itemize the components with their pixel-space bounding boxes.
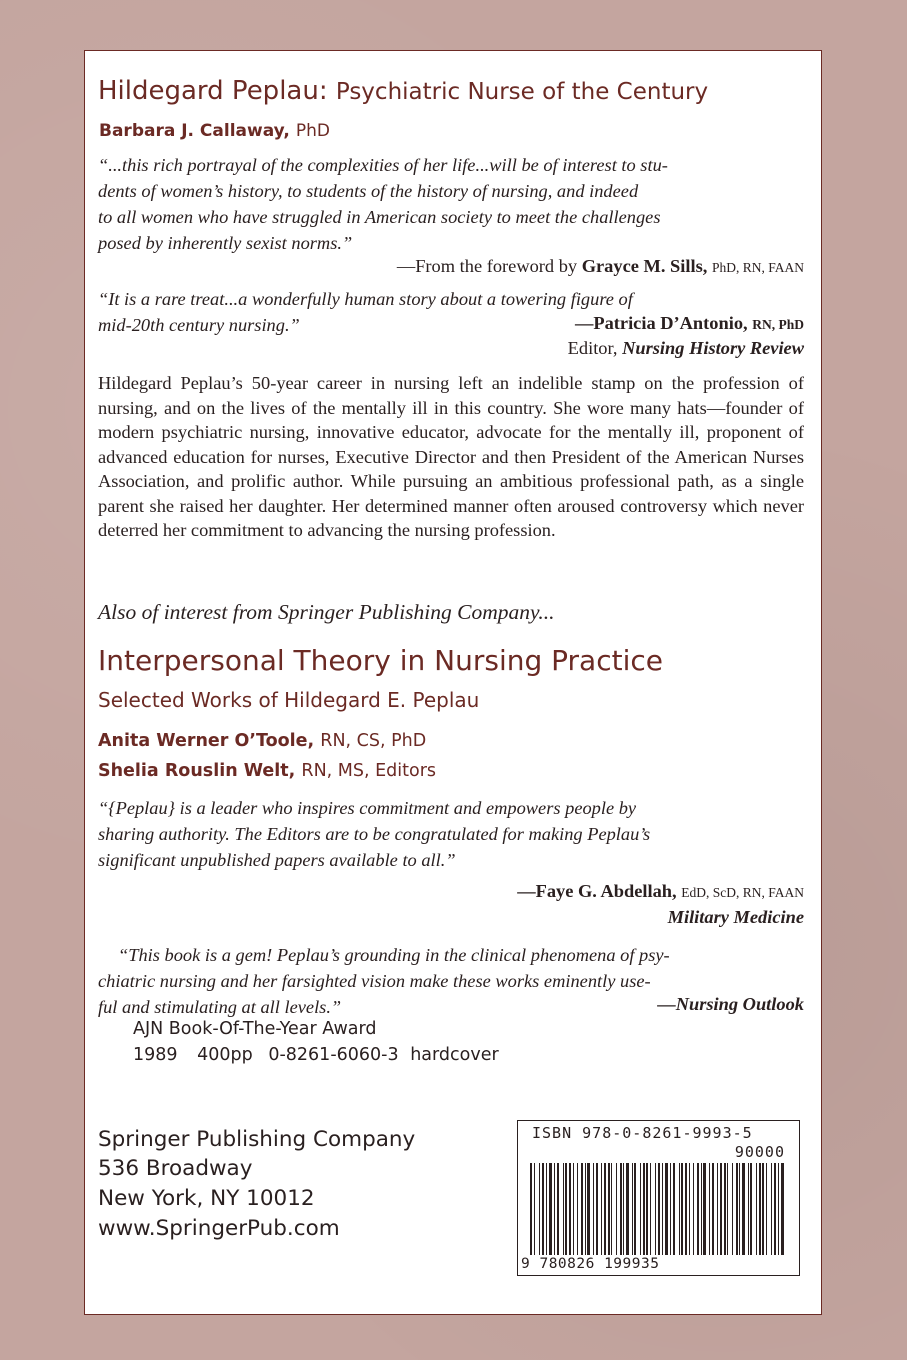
barcode-bar <box>739 1163 740 1255</box>
quote3-attrib-name: —Faye G. Abdellah, <box>517 881 677 901</box>
quote4-line3: ful and stimulating at all levels.” <box>98 997 342 1017</box>
book2-title: Interpersonal Theory in Nursing Practice <box>98 644 663 677</box>
barcode-bar <box>703 1163 706 1255</box>
barcode-bar <box>616 1163 617 1255</box>
book1-author-degree: PhD <box>295 121 330 141</box>
book2-editor1-degree: RN, CS, PhD <box>320 731 427 751</box>
publisher-website: www.SpringerPub.com <box>98 1216 340 1241</box>
barcode-bar <box>596 1163 598 1255</box>
quote4-line2: chiatric nursing and her farsighted vision make these works eminently use- <box>98 971 651 991</box>
barcode-bar <box>608 1163 610 1255</box>
barcode-bar <box>611 1163 612 1255</box>
book1-author-name: Barbara J. Callaway, <box>99 121 290 141</box>
quote4-line1: “This book is a gem! Peplau’s grounding in the clinical phenomena of psy- <box>118 945 670 965</box>
publisher-name: Springer Publishing Company <box>98 1127 416 1152</box>
barcode-bars <box>530 1163 786 1255</box>
barcode-bar <box>563 1163 564 1255</box>
barcode-bar <box>557 1163 559 1255</box>
barcode-bar <box>601 1163 602 1255</box>
book1-title-main: Hildegard Peplau: <box>98 76 328 106</box>
barcode-bar <box>585 1163 586 1255</box>
quote1-line1: “...this rich portrayal of the complexities of her life...will be of interest to stu- <box>98 155 668 175</box>
barcode-bar <box>534 1163 535 1255</box>
barcode-bar <box>670 1163 671 1255</box>
barcode-bar <box>724 1163 726 1255</box>
book2-editor2-name: Shelia Rouslin Welt, <box>98 761 296 781</box>
barcode-bar <box>577 1163 578 1255</box>
quote1-line3: to all women who have struggled in American society to meet the challenges <box>98 207 661 227</box>
book1-description: Hildegard Peplau’s 50-year career in nursing left an indelible stamp on the profession of nursing, and on the lives of the mentally ill in this country. She wore many hats—founder of modern psychiatric nursing, innovative educator, advocate for the mentally ill, proponent of advanced education for nurses, Executive Director and then President of the American Nurses Association, and prolific author. While pursuing an ambitious professional path, as a single parent she raised her daughter. Her determined manner often aroused controversy which never deterred her commitment to advancing the nursing profession. <box>98 373 804 540</box>
barcode-isbn-label: ISBN 978-0-8261-9993-5 <box>532 1124 753 1142</box>
publisher-address2: New York, NY 10012 <box>98 1186 315 1211</box>
barcode-bar <box>689 1163 690 1255</box>
quote3-attribution <box>517 881 804 902</box>
barcode-bar <box>650 1163 651 1255</box>
quote3-line2: sharing authority. The Editors are to be congratulated for making Peplau’s <box>98 824 651 844</box>
barcode-bar <box>673 1163 675 1255</box>
quote3-attrib-pub: Military Medicine <box>667 907 804 927</box>
barcode-bar <box>771 1163 772 1255</box>
book2-year: 1989 <box>133 1045 178 1065</box>
barcode-bar <box>662 1163 663 1255</box>
barcode-bar <box>727 1163 728 1255</box>
quote2-attrib-pub: Nursing History Review <box>622 338 804 358</box>
book2-award: AJN Book-Of-The-Year Award <box>133 1019 377 1039</box>
barcode-bar <box>697 1163 699 1255</box>
barcode-bar <box>681 1163 683 1255</box>
quote2-line2: mid-20th century nursing.” <box>98 315 300 335</box>
barcode-price-code: 90000 <box>734 1143 785 1161</box>
quote2-attrib-role: Editor, <box>567 338 618 358</box>
book2-editor2-degree: RN, MS, Editors <box>301 761 437 781</box>
barcode-bar <box>732 1163 733 1255</box>
barcode-bar <box>759 1163 761 1255</box>
barcode-bar <box>593 1163 594 1255</box>
book1-title <box>98 76 708 106</box>
quote3-attrib-degree: EdD, ScD, RN, FAAN <box>681 885 804 900</box>
barcode-bar <box>565 1163 567 1255</box>
quote2-source <box>568 338 804 359</box>
quote1-line2: dents of women’s history, to students of the history of nursing, and indeed <box>98 181 639 201</box>
barcode-bar <box>665 1163 668 1255</box>
book2-pages: 400pp <box>197 1045 253 1065</box>
book2-isbn: 0-8261-6060-3 <box>268 1045 399 1065</box>
barcode-bar <box>701 1163 702 1255</box>
quote1-attribution <box>397 256 804 277</box>
barcode-bar <box>736 1163 738 1255</box>
barcode-bar <box>554 1163 555 1255</box>
barcode-bar <box>581 1163 583 1255</box>
barcode-bar <box>720 1163 722 1255</box>
barcode-bar <box>542 1163 544 1255</box>
barcode-bar <box>569 1163 571 1255</box>
book2-details <box>133 1045 499 1065</box>
quote4-attrib-pub: —Nursing Outlook <box>657 994 804 1014</box>
barcode-bar <box>634 1163 636 1255</box>
barcode-bar <box>750 1163 752 1255</box>
quote2-attrib-name: —Patricia D’Antonio, <box>574 313 748 333</box>
book1-author <box>99 121 330 141</box>
barcode-bar <box>539 1163 540 1255</box>
book1-title-sub: Psychiatric Nurse of the Century <box>335 79 709 105</box>
book2-format: hardcover <box>410 1045 499 1065</box>
barcode-bar <box>620 1163 622 1255</box>
barcode-bar <box>658 1163 660 1255</box>
quote2-attribution <box>575 313 804 334</box>
barcode-bar <box>693 1163 694 1255</box>
barcode-bar <box>587 1163 590 1255</box>
quote3-line1: “{Peplau} is a leader who inspires commitment and empowers people by <box>98 798 637 818</box>
barcode-bar <box>748 1163 749 1255</box>
barcode-bar <box>709 1163 710 1255</box>
quote1-attrib-degree: PhD, RN, FAAN <box>711 260 804 275</box>
also-of-interest-heading: Also of interest from Springer Publishing Company... <box>98 600 555 624</box>
barcode-bar <box>685 1163 687 1255</box>
barcode-bar <box>623 1163 624 1255</box>
barcode-bar <box>742 1163 745 1255</box>
publisher-address1: 536 Broadway <box>98 1156 253 1181</box>
book2-subtitle: Selected Works of Hildegard E. Peplau <box>98 688 480 712</box>
barcode-bar <box>549 1163 552 1255</box>
book2-editor2 <box>98 761 436 781</box>
barcode-bar <box>640 1163 641 1255</box>
book2-editor1 <box>98 731 426 751</box>
quote1-attrib-name: Grayce M. Sills, <box>581 256 708 276</box>
barcode-bar <box>766 1163 767 1255</box>
barcode-bar <box>756 1163 757 1255</box>
barcode-bar <box>546 1163 547 1255</box>
barcode-bar <box>632 1163 633 1255</box>
quote1-attrib-prefix: —From the foreword by <box>396 256 578 276</box>
barcode-bar <box>655 1163 656 1255</box>
isbn-barcode <box>517 1120 800 1276</box>
barcode-bar <box>643 1163 645 1255</box>
book2-editor1-name: Anita Werner O’Toole, <box>98 731 315 751</box>
barcode-bar <box>762 1163 764 1255</box>
barcode-ean-digits: 9 780826 199935 <box>521 1256 660 1272</box>
barcode-bar <box>573 1163 574 1255</box>
barcode-bar <box>778 1163 779 1255</box>
barcode-bar <box>646 1163 648 1255</box>
barcode-bar <box>712 1163 714 1255</box>
quote3-line3: significant unpublished papers available to all.” <box>98 850 456 870</box>
barcode-bar <box>626 1163 629 1255</box>
barcode-bar <box>781 1163 784 1255</box>
quote1-line4: posed by inherently sexist norms.” <box>98 233 353 253</box>
barcode-bar <box>774 1163 776 1255</box>
quote2-attrib-degree: RN, PhD <box>752 317 804 332</box>
barcode-bar <box>679 1163 680 1255</box>
quote2-line1: “It is a rare treat...a wonderfully human story about a towering figure of <box>98 289 633 309</box>
barcode-bar <box>604 1163 606 1255</box>
barcode-bar <box>530 1163 532 1255</box>
barcode-bar <box>717 1163 718 1255</box>
